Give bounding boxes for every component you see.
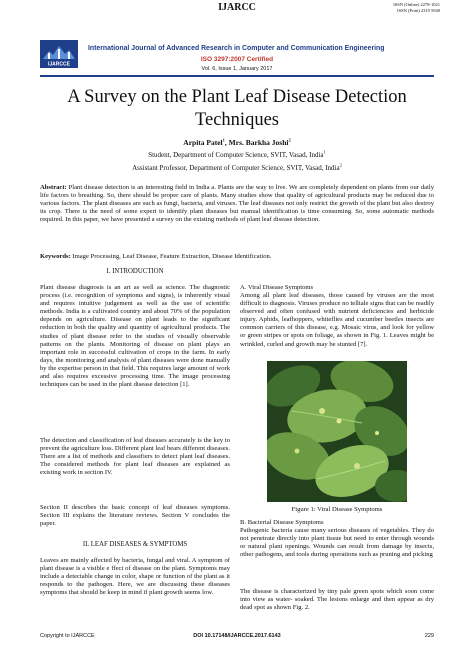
affiliation-2-text: Assistant Professor, Department of Computer Science, SVIT, Vasad, India <box>132 164 340 172</box>
bacterial-symptoms-paragraph-1: Pathogenic bacteria cause many serious diseases of vegetables. They do not penetrate directly into plant tissue but need to enter through wounds or natural plant openings. Wounds can result from damage by insects, other pathogens, and tools during operations such as pruning and picking <box>240 527 434 559</box>
introduction-paragraph-3: Section II describes the basic concept of leaf diseases symptoms. Section III explains the literature reviews. Section V concludes the paper. <box>40 504 230 528</box>
introduction-paragraph-1: Plant disease diagnosis is an art as well as science. The diagnostic process (i.e. recognition of symptoms and signs), is inherently visual and requires intuitive judgement as well as the use of scientific methods. India is a cultivated country and about 70% of the population depends on agriculture. Disease on plant leads to the significant reduction in both the quality and quantity of agricultural products. The studies of plant disease refer to the studies of visually observable patterns on the plants. Monitoring of disease on plant plays an important role in successful cultivation of crops in the farm. In early days, the monitoring and analysis of plant diseases were done manually by the expertise person in that field. This requires large amount of work and also requires excessive processing time. The image processing techniques can be used in the plant disease detection [1]. <box>40 284 230 389</box>
introduction-heading: I. INTRODUCTION <box>106 268 164 275</box>
author-1-mark: 1 <box>222 137 225 143</box>
issn-online: ISSN (Online) 2278-1021 <box>393 2 440 7</box>
issn-block <box>393 2 440 14</box>
header-divider <box>40 75 434 77</box>
leaf-diseases-heading: II. LEAF DISEASES & SYMPTOMS <box>82 541 188 548</box>
keywords-label: Keywords: <box>40 253 71 260</box>
leaf-diseases-paragraph: Leaves are mainly affected by bacteria, fungal and viral. A symptom of plant disease is a visible e ffect of disease on the plant. Symptoms may include a detectable change in color, shape or function of the plant as it responds to the pathogen. Here, we are discussing these diseases symptoms that should be keep in mind if plant growth seems low. <box>40 557 230 597</box>
footer-copyright: Copyright to IJARCCE <box>40 633 95 639</box>
abstract-text: Plant disease detection is an interesting field in India a. Plants are the way to live. We are completely dependent on plants from our daily life factors to breathing. So, there should be proper care of plants. Many studies show that quality of agricultural products may be reduced due to various factors. The plant diseases are such as fungi, bacteria, and viruses. The leaf diseases not only restrict the growth of the plant but also destroy its crop. There is the need of some expert to identify plant diseases but manual identification is time consuming. So, some automatic methods required. In this paper, we have presented a survey on the existing methods of plant leaf disease detection. <box>40 184 434 224</box>
paper-title: A Survey on the Plant Leaf Disease Detection Techniques <box>67 87 407 130</box>
issn-print: ISSN (Print) 2319 5940 <box>397 8 440 13</box>
viral-symptoms-paragraph: Among all plant leaf diseases, those caused by viruses are the most difficult to diagnosis. Viruses produce no telltale signs that can be readily observed and often confused with nutrient deficiencies and herbicide injury. Aphids, leafhoppers, whiteflies and cucumber beetles insects are common carriers of this disease, e.g. Mosaic virus, and look for yellow or green stripes or spots on foliage, as shown in Fig. 1. Leaves might be wrinkled, curled and growth may be stunted [7]. <box>240 292 434 348</box>
author-2-mark: 2 <box>288 137 291 143</box>
affiliation-1 <box>0 151 474 159</box>
affiliation-1-text: Student, Department of Computer Science, SVIT, Vasad, India <box>148 151 324 159</box>
affiliation-2 <box>0 164 474 172</box>
figure-1-caption: Figure 1: Viral Disease Symptoms <box>291 506 383 513</box>
keywords-text: Image Processing, Leaf Disease, Feature Extraction, Disease Identification. <box>70 253 272 260</box>
author-line <box>0 138 474 147</box>
bacterial-symptoms-paragraph-2: The disease is characterized by tiny pale green spots which soon come into view as water- soaked. The lesions enlarge and then appear as dry dead spot as shown Fig. 2. <box>240 588 434 612</box>
introduction-paragraph-2: The detection and classification of leaf diseases accurately is the key to prevent the agriculture loss. Different plant leaf bears different diseases. There are a list of methods and classifiers to detect plant leaf diseases. The considered methods for plant leaf diseases are explained as existing work in section IV. <box>40 437 230 477</box>
journal-logo-icon <box>40 40 78 68</box>
journal-title: International Journal of Advanced Research in Computer and Communication Engineering <box>88 45 385 52</box>
keywords <box>40 253 434 261</box>
iso-certified-label: ISO 3297:2007 Certified <box>200 56 274 63</box>
logo-text: IJARCCE <box>48 61 70 68</box>
author-separator: , <box>224 138 229 147</box>
footer-page-number: 229 <box>424 633 434 639</box>
abstract-label: Abstract: <box>40 184 67 191</box>
volume-issue: Vol. 6, Issue 1, January 2017 <box>201 66 273 72</box>
bacterial-symptoms-subheading: B. Bacterial Disease Symptoms <box>240 519 324 526</box>
abstract <box>40 184 434 224</box>
affiliation-2-mark: 2 <box>339 162 342 168</box>
author-1: Arpita Patel <box>183 138 223 147</box>
author-2: Mrs. Barkha Joshi <box>228 138 289 147</box>
leaf-disease-photo <box>267 361 407 502</box>
affiliation-1-mark: 1 <box>323 149 326 155</box>
journal-abbreviation: IJARCC <box>218 2 256 13</box>
viral-symptoms-subheading: A. Viral Disease Symptoms <box>240 284 314 291</box>
footer-doi[interactable]: DOI 10.17148/IJARCCE.2017.6143 <box>193 633 281 639</box>
